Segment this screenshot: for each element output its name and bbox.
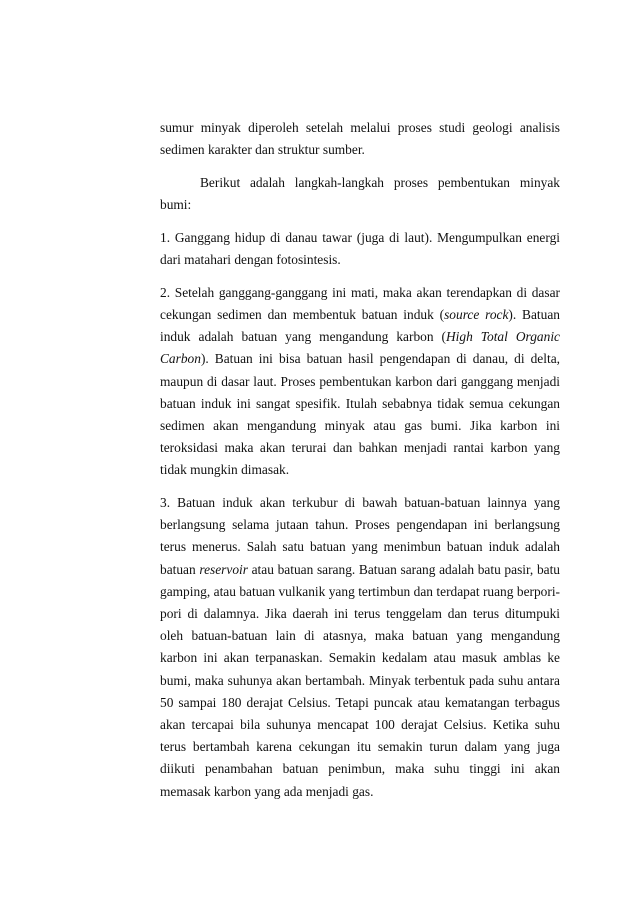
italic-term: source rock xyxy=(444,306,509,322)
text-segment: sumur minyak diperoleh setelah melalui proses studi geologi analisis sedimen karakter dan struktur sumber. xyxy=(160,120,560,158)
text-segment: Berikut adalah langkah-langkah proses pembentukan minyak bumi: xyxy=(160,174,560,213)
paragraph-intro xyxy=(160,172,560,216)
text-segment: atau batuan sarang. Batuan sarang adalah batu pasir, batu gamping, atau batuan vulkanik yang tertimbun dan terdapat ruang berpori-pori di dalamnya. Jika daerah ini terus tenggelam dan terus ditumpuki oleh batuan-batuan lain di atasnya, maka batuan yang mengandung karbon ini akan terpanaskan. Semakin kedalam atau masuk amblas ke bumi, maka suhunya akan bertambah. Minyak terbentuk pada suhu antara 50 sampai 180 derajat Celsius. Tetapi puncak atau kematangan terbagus akan tercapai bila suhunya mencapat 100 derajat Celsius. Ketika suhu terus bertambah karena cekungan itu semakin turun dalam yang juga diikuti penambahan batuan penimbun, maka suhu tinggi ini akan memasak karbon yang ada menjadi gas. xyxy=(160,561,560,799)
text-segment: 3. Batuan induk akan terkubur di bawah batuan-batuan lainnya yang berlangsung selama jutaan tahun. Proses pengendapan ini berlangsung terus menerus. Salah satu batuan yang menimbun batuan induk adalah batuan xyxy=(160,495,560,577)
italic-term: reservoir xyxy=(199,561,248,577)
text-segment: ). Batuan induk adalah batuan yang mengandung karbon ( xyxy=(160,306,560,345)
document-body xyxy=(160,117,560,813)
paragraph-step-1 xyxy=(160,227,560,271)
paragraph-step-2 xyxy=(160,282,560,482)
text-segment: 2. Setelah ganggang-ganggang ini mati, maka akan terendapkan di dasar cekungan sedimen dan membentuk batuan induk ( xyxy=(160,284,560,322)
italic-term: High Total Organic Carbon xyxy=(160,329,560,367)
paragraph-continuation xyxy=(160,117,560,161)
paragraph-step-3 xyxy=(160,492,560,803)
text-segment: ). Batuan ini bisa batuan hasil pengendapan di danau, di delta, maupun di dasar laut. Proses pembentukan karbon dari ganggang menjadi batuan induk ini sangat spesifik. Itulah sebabnya tidak semua cekungan sedimen akan mengandung minyak atau gas bumi. Jika karbon ini teroksidasi maka akan terurai dan bahkan menjadi rantai karbon yang tidak mungkin dimasak. xyxy=(160,351,560,478)
text-segment: 1. Ganggang hidup di danau tawar (juga di laut). Mengumpulkan energi dari matahari dengan fotosintesis. xyxy=(160,229,560,268)
